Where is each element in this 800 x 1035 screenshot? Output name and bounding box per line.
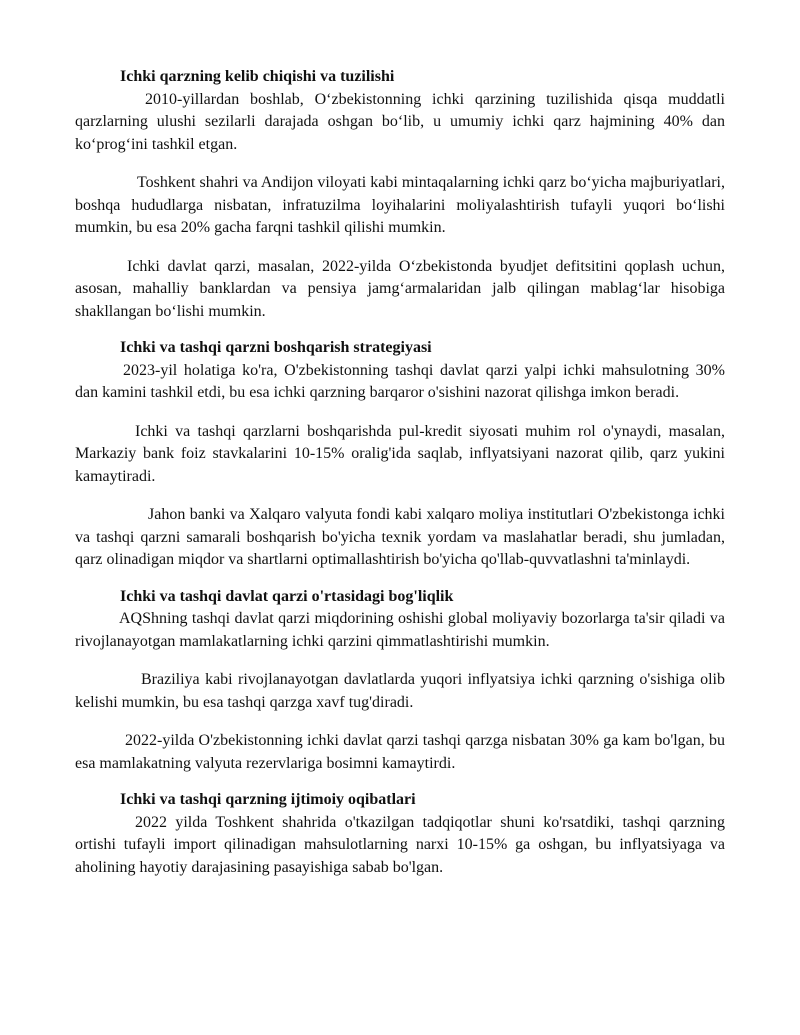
paragraph: 2022 yilda Toshkent shahrida o'tkazilgan tadqiqotlar shuni ko'rsatdiki, tashqi qarzning ortishi tufayli import qilinadigan mahsulotlarning narxi 10-15% ga oshgan, bu inflyatsiyaga va aholining hayotiy darajasining pasayishiga sabab bo'lgan.: [75, 813, 725, 876]
paragraph: 2022-yilda O'zbekistonning ichki davlat qarzi tashqi qarzga nisbatan 30% ga kam bo'lgan, bu esa mamlakatning valyuta rezervlariga bosimni kamaytirdi.: [75, 732, 725, 772]
paragraph: Braziliya kabi rivojlanayotgan davlatlarda yuqori inflyatsiya ichki qarzning o'sishiga olib kelishi mumkin, bu esa tashqi qarzga xavf tug'diradi.: [75, 671, 725, 711]
section-debt-relationship: [75, 586, 725, 776]
paragraph: AQShning tashqi davlat qarzi miqdorining oshishi global moliyaviy bozorlarga ta'sir qiladi va rivojlanayotgan mamlakatlarning ichki qarzini qimmatlashtirishi mumkin.: [75, 610, 725, 650]
section-heading: Ichki va tashqi davlat qarzi o'rtasidagi bog'liqlik: [120, 587, 454, 605]
section-debt-origin: [75, 66, 725, 323]
paragraph: Toshkent shahri va Andijon viloyati kabi mintaqalarning ichki qarz bo‘yicha majburiyatlari, boshqa hududlarga nisbatan, infratuzilma loyihalarini moliyalashtirish tufayli yuqori bo‘lishi mumkin, bu esa 20% gacha farqni tashkil qilishi mumkin.: [75, 174, 725, 236]
paragraph: Jahon banki va Xalqaro valyuta fondi kabi xalqaro moliya institutlari O'zbekistonga ichki va tashqi qarzni samarali boshqarish bo'yicha texnik yordam va maslahatlar beradi, shu jumladan, qarz olinadigan miqdor va shartlarni optimallashtirish bo'yicha qo'llab-quvvatlashni ta'minlaydi.: [75, 506, 725, 568]
section-heading: Ichki qarzning kelib chiqishi va tuzilishi: [120, 68, 395, 85]
section-social-consequences: [75, 789, 725, 879]
section-heading: Ichki va tashqi qarzning ijtimoiy oqibatlari: [120, 791, 416, 808]
paragraph: 2023-yil holatiga ko'ra, O'zbekistonning tashqi davlat qarzi yalpi ichki mahsulotning 30% dan kamini tashkil etdi, bu esa ichki qarzning barqaror o'sishini nazorat qilishga imkon beradi.: [75, 361, 725, 401]
paragraph: Ichki davlat qarzi, masalan, 2022-yilda O‘zbekistonda byudjet defitsitini qoplash uchun, asosan, mahalliy banklardan va pensiya jamg‘armalaridan jalb qilingan mablag‘lar hisobiga shakllangan bo‘lishi mumkin.: [75, 257, 725, 320]
section-debt-management: [75, 337, 725, 572]
paragraph: Ichki va tashqi qarzlarni boshqarishda pul-kredit siyosati muhim rol o'ynaydi, masalan, Markaziy bank foiz stavkalarini 10-15% oralig'ida saqlab, inflyatsiyani nazorat qilib, qarz yukini kamaytiradi.: [75, 422, 725, 485]
section-heading: Ichki va tashqi qarzni boshqarish strategiyasi: [120, 339, 432, 356]
document-page: [75, 66, 725, 879]
paragraph: 2010-yillardan boshlab, O‘zbekistonning ichki qarzining tuzilishida qisqa muddatli qarzlarning ulushi sezilarli darajada oshgan bo‘lib, u umumiy ichki qarz hajmining 40% dan ko‘prog‘ini tashkil etgan.: [75, 90, 725, 153]
